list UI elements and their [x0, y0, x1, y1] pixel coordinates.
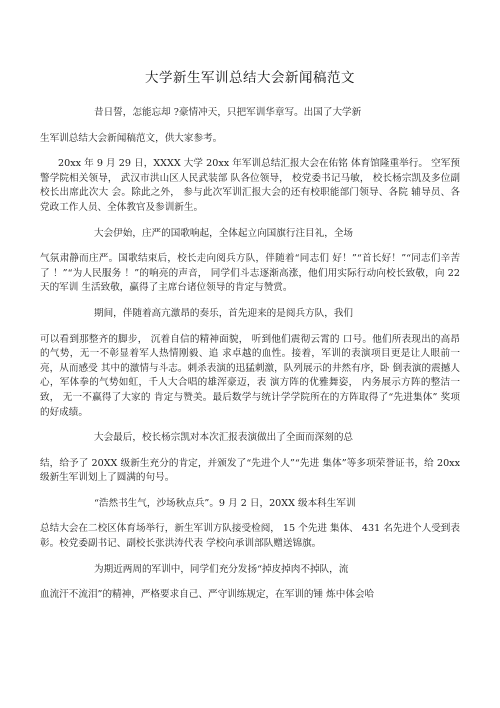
- paragraph: 可以看到那整齐的脚步， 沉着自信的精神面貌， 听到他们震彻云霄的 口号。他们所表现出的高昂的气势，无一不彰显着军人热情刚毅、追 求卓越的血性。接着，军训的表演项目更是让人眼前一亮，从而感受 其中的激情与斗志。刺杀表演的迅猛刺激，队列展示的井然有序，卧 倒表演的震撼人心，军体拳的气势如虹，千人大合唱的雄浑豪迈，表 演方阵的优雅舞姿， 内务展示方阵的整洁一致， 无一不赢得了大家的 肯定与赞美。最后数学与统计学学院所在的方阵取得了“先进集体” 奖项的好成绩。: [40, 333, 460, 418]
- paragraph: 昔日誓，怎能忘却 ?豪情冲天，只把军训华章写。出国了大学新: [94, 107, 362, 118]
- paragraph: 大会最后，校长杨宗凯对本次汇报表演做出了全面而深刻的总: [94, 432, 354, 444]
- paragraph: 大会伊始，庄严的国歌响起，全体起立向国旗行注目礼，全场: [94, 227, 354, 239]
- paragraph: 总结大会在二校区体育场举行，新生军训方队接受检阅， 15 个先进 集体、 431 名先进个人受到表彰。校党委副书记、副校长张洪涛代表 学校向承训部队赠送锦旗。: [40, 523, 460, 550]
- paragraph: 20xx 年 9 月 29 日，XXXX 大学 20xx 年军训总结汇报大会在佑铭 体育馆隆重举行。 空军预警学院相关领导， 武汉市洪山区人民武装部 队各位领导， 校党委书记马敏， 校长杨宗凯及多位副校长出席此次大 会。除此之外， 参与此次军训汇报大会的还有校职能部门领导、各院 辅导员、各党政工作人员、全体教官及参训新生。: [40, 158, 460, 213]
- paragraph: 生军训总结大会新闻稿范文，供大家参考。: [40, 132, 223, 144]
- paragraph: 结，给予了 20XX 级新生充分的肯定，并颁发了“先进个人”“先进 集体”等多项荣誉证书，给 20xx 级新生军训划上了圆满的句号。: [40, 457, 460, 484]
- document-title: 大学新生军训总结大会新闻稿范文: [145, 70, 355, 86]
- paragraph: “浩然书生气，沙场秋点兵”。9 月 2 日，20XX 级本科生军训: [94, 497, 356, 509]
- paragraph: 血流汗不流泪”的精神，严格要求自己、严守训练规定，在军训的锤 炼中体会哈: [40, 589, 375, 601]
- paragraph: 气氛肃静而庄严。国歌结束后，校长走向阅兵方队，伴随着“同志们 好！”“首长好！”“同志们辛苦了 ！”“为人民服务 ！”的响亮的声音， 同学们斗志逐渐高涨，他们用实际行动向校长致敬，向 22 天的军训 生活致敬，赢得了主席台诸位领导的肯定与赞赏。: [40, 253, 460, 294]
- paragraph: 期间，伴随着高亢激昂的奏乐，首先迎来的是阅兵方队，我们: [94, 307, 354, 319]
- paragraph: 为期近两周的军训中，同学们充分发扬“掉皮掉肉不掉队，流: [94, 563, 349, 575]
